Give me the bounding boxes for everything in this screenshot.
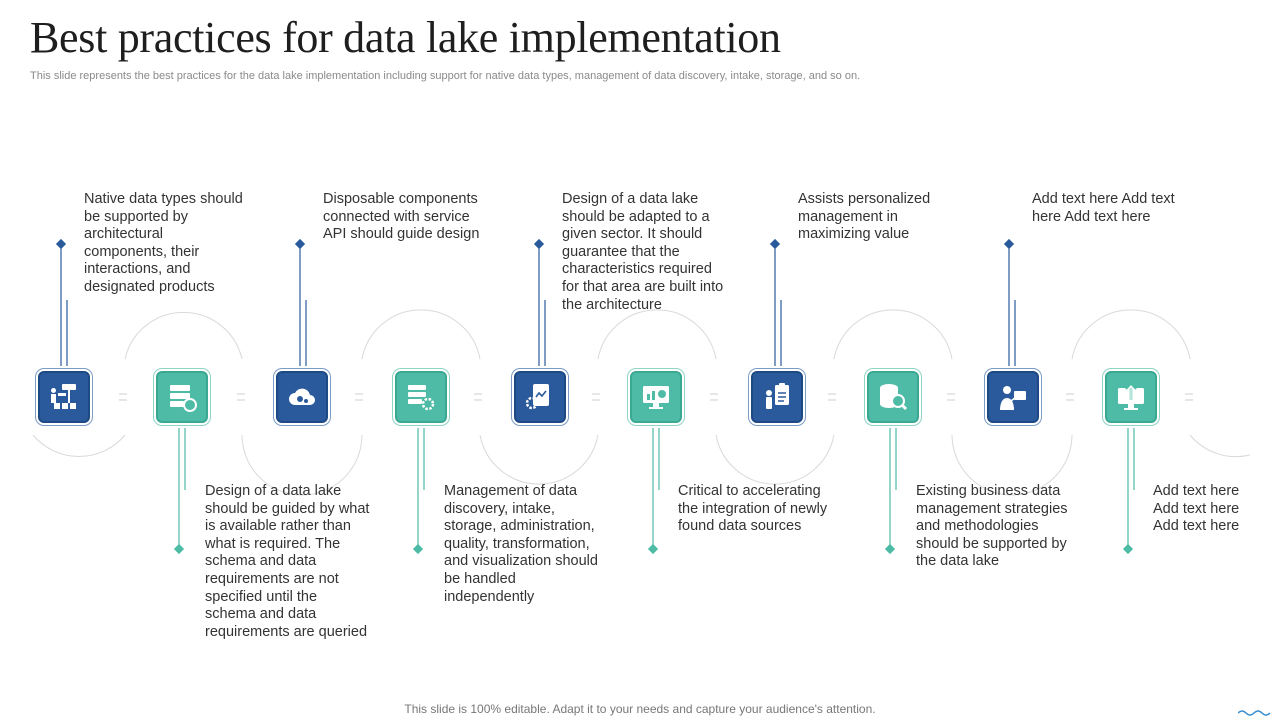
step-10-icon-box [1105,371,1157,423]
step-7-icon-box [751,371,803,423]
step-7-text: Assists personalized management in maximizing value [798,191,931,243]
step-9-text: Add text here Add text here Add text here [1032,191,1175,225]
server-gear-icon [405,381,437,413]
step-4-icon-box [395,371,447,423]
step-3-icon-box [276,371,328,423]
connector-3 [300,244,306,366]
monitor-upload-icon [1115,381,1147,413]
step-1-text: Native data types should be supported by architectural components, their interactions, and designated products [84,191,243,295]
arc-2 [125,312,242,359]
presenter-board-icon [997,381,1029,413]
connector-7 [775,244,781,366]
step-8-text: Existing business data management strategies and methodologies should be supported by the data lake [916,483,1068,570]
step-4-text: Management of data discovery, intake, storage, administration, quality, transformation, and visualization should be handled independently [444,483,598,605]
arc-tail [1190,435,1250,457]
arc-1 [33,435,125,456]
arc-4 [362,310,480,359]
step-3-text: Disposable components connected with service API should guide design [323,191,480,243]
person-clipboard-icon [761,381,793,413]
page-title: Best practices for data lake implementation [30,13,781,62]
connector-1 [61,244,67,366]
step-5-text: Design of a data lake should be adapted to a given sector. It should guarantee that the characteristics required for that area are built into the architecture [562,191,724,313]
arc-8 [834,310,952,359]
connector-9 [1009,244,1015,366]
connector-2 [179,428,185,549]
step-8-icon-box [867,371,919,423]
step-6-text: Critical to accelerating the integration of newly found data sources [678,483,828,535]
connector-8 [890,428,896,549]
arc-10 [1072,310,1190,359]
step-2-icon-box [156,371,208,423]
wave-decoration [1238,708,1272,718]
step-2-text: Design of a data lake should be guided by what is available rather than what is required. The schema and data requirements are not specified until the schema and data requirements are queried [205,483,370,640]
connector-10 [1128,428,1134,549]
database-search-icon [877,381,909,413]
step-10-text: Add text here Add text here Add text here [1153,483,1240,535]
step-1-icon-box [38,371,90,423]
server-sync-icon [166,381,198,413]
document-gear-icon [524,381,556,413]
footer-note: This slide is 100% editable. Adapt it to your needs and capture your audience's attention. [404,702,876,716]
step-5-icon-box [514,371,566,423]
step-9-icon-box [987,371,1039,423]
arc-6 [598,310,716,359]
connector-5 [539,244,545,366]
arc-5 [480,435,598,484]
monitor-chart-icon [640,381,672,413]
connector-4 [418,428,424,549]
org-chart-icon [48,381,80,413]
arc-7 [716,435,834,484]
cloud-settings-icon [286,381,318,413]
page-subtitle: This slide represents the best practices for the data lake implementation including support for native data types, management of data discovery, intake, storage, and so on. [30,70,861,82]
connector-6 [653,428,659,549]
step-6-icon-box [630,371,682,423]
